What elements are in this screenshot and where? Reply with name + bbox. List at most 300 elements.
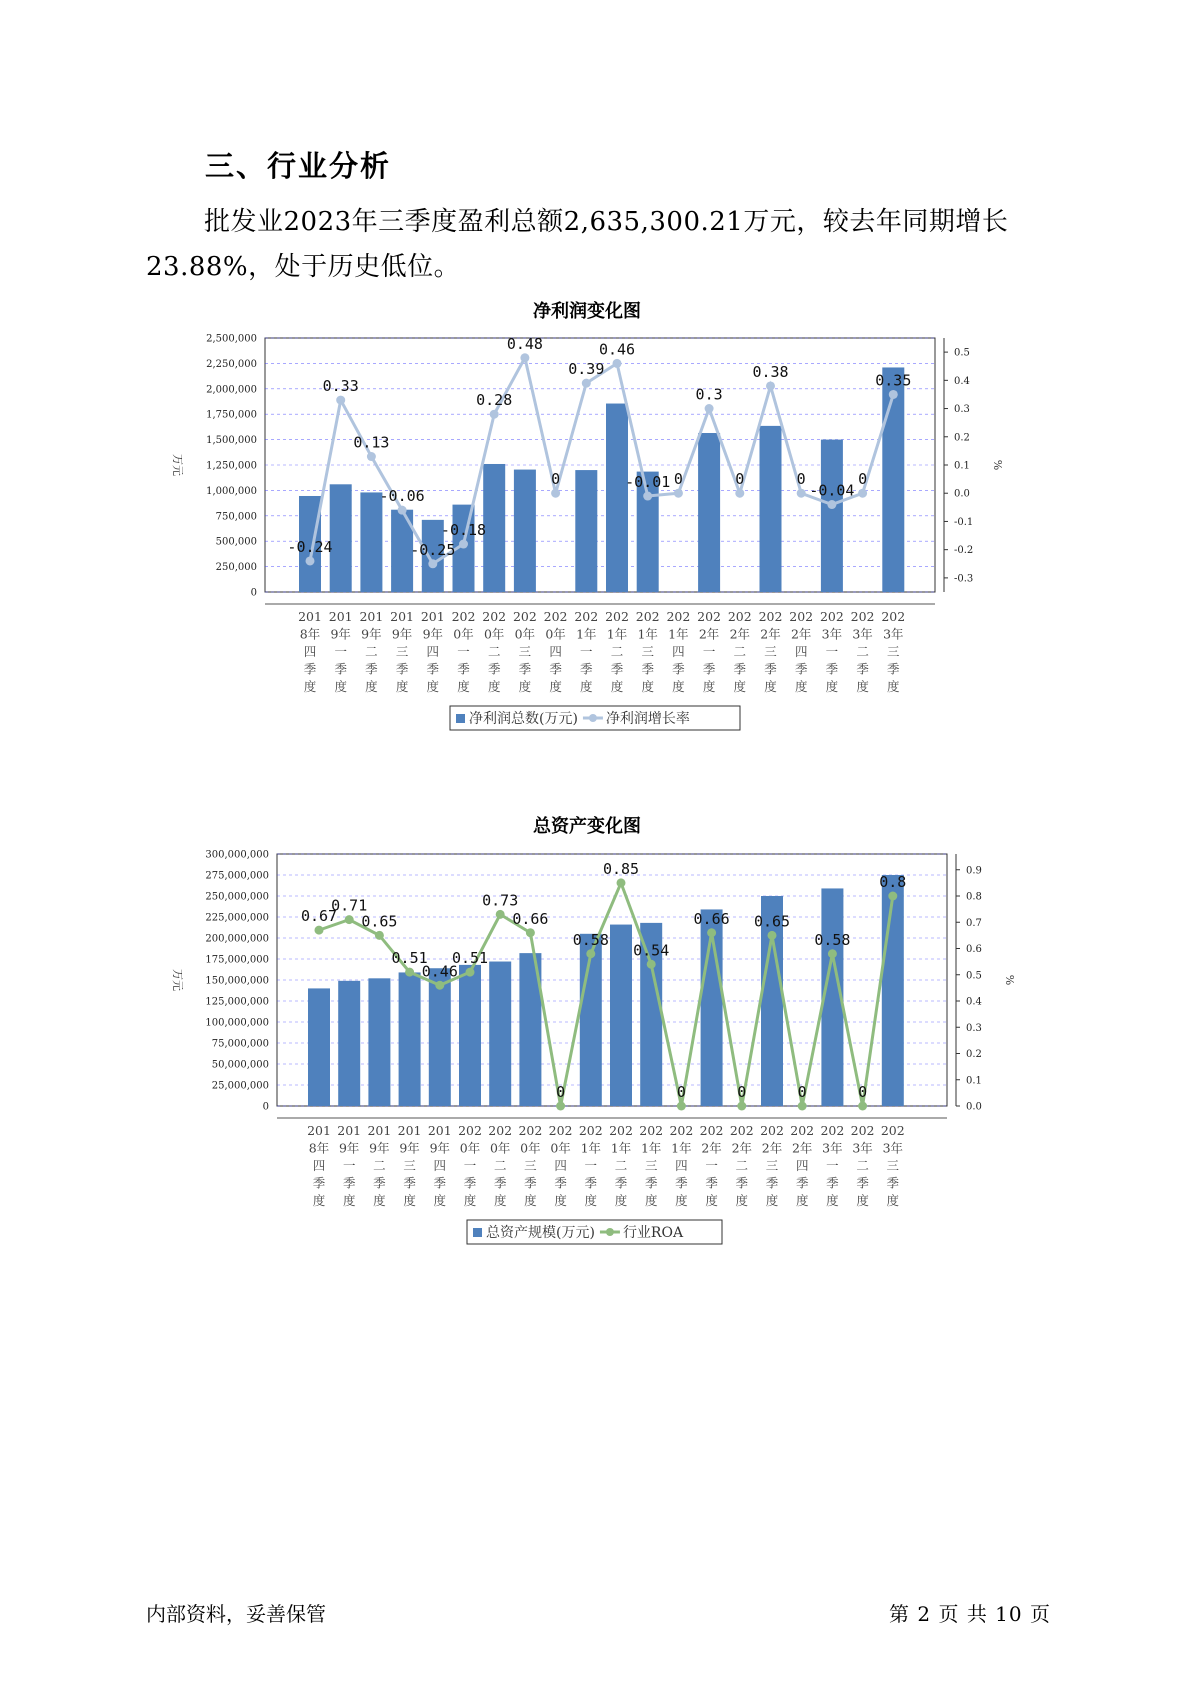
x-tick-label: 三 (518, 644, 532, 659)
y-tick-label: 75,000,000 (211, 1038, 269, 1050)
x-tick-label: 1年 (637, 626, 658, 642)
x-tick-label: 3年 (882, 1140, 904, 1156)
x-tick-label: 3年 (852, 626, 873, 642)
line-point (428, 559, 437, 568)
y2-tick-label: 0.2 (954, 432, 970, 444)
x-tick-label: 四 (303, 644, 317, 659)
x-tick-label: 度 (735, 1193, 749, 1208)
x-tick-label: 202 (518, 1123, 543, 1138)
x-tick-label: 季 (675, 1175, 688, 1191)
legend-line-marker (606, 1228, 614, 1236)
x-tick-label: 度 (457, 679, 470, 694)
x-tick-label: 度 (426, 679, 440, 694)
x-tick-label: 季 (644, 1175, 658, 1191)
data-label: 0.35 (875, 371, 912, 390)
x-tick-label: 度 (825, 679, 839, 694)
x-tick-label: 二 (487, 644, 501, 659)
x-tick-label: 度 (614, 1193, 628, 1208)
x-tick-label: 四 (795, 1158, 809, 1173)
summary-paragraph: 批发业2023年三季度盈利总额2,635,300.21万元，较去年同期增长23.88%，处于历史低位。 (146, 207, 1009, 282)
y-tick-label: 2,500,000 (206, 333, 257, 345)
legend-line-label: 行业ROA (622, 1225, 684, 1241)
x-tick-label: 季 (764, 661, 777, 677)
x-tick-label: 9年 (391, 626, 413, 642)
x-tick-label: 度 (887, 679, 900, 694)
x-tick-label: 202 (574, 609, 599, 624)
data-label: 0.66 (693, 909, 730, 928)
data-label: 0 (551, 470, 561, 489)
bar (459, 965, 481, 1106)
data-label: 0.58 (572, 930, 609, 949)
line-point (888, 892, 897, 901)
x-tick-label: 201 (390, 609, 415, 624)
x-tick-label: 202 (850, 1123, 875, 1138)
x-tick-label: 三 (641, 644, 654, 659)
y-tick-label: 1,000,000 (206, 485, 257, 497)
line-point (526, 928, 535, 937)
line-point (735, 489, 744, 498)
x-tick-label: 季 (463, 1175, 477, 1191)
x-tick-label: 季 (856, 1175, 869, 1191)
x-tick-label: 2年 (701, 1140, 722, 1156)
legend-bar-swatch (456, 714, 465, 723)
x-tick-label: 季 (303, 661, 317, 677)
y2-tick-label: 0.0 (954, 488, 970, 500)
x-tick-label: 四 (675, 1158, 688, 1173)
x-tick-label: 二 (856, 644, 869, 659)
x-tick-label: 季 (614, 1175, 628, 1191)
x-tick-label: 季 (312, 1175, 326, 1191)
y-tick-label: 1,500,000 (206, 435, 257, 447)
line-point (828, 949, 837, 958)
x-tick-label: 度 (463, 1193, 477, 1208)
x-tick-label: 0年 (489, 1140, 511, 1156)
x-tick-label: 四 (794, 644, 808, 659)
x-tick-label: 202 (880, 1123, 905, 1138)
bar (514, 470, 536, 592)
data-label: -0.06 (379, 487, 425, 506)
x-tick-label: 一 (580, 644, 593, 659)
data-label: 0.51 (451, 949, 489, 968)
y-tick-label: 0 (250, 587, 257, 599)
x-tick-label: 9年 (429, 1140, 451, 1156)
data-label: -0.18 (440, 521, 487, 540)
x-tick-label: 三 (524, 1158, 537, 1173)
y2-tick-label: 0.2 (966, 1049, 982, 1060)
data-label: 0 (737, 1083, 747, 1101)
x-tick-label: 一 (457, 644, 470, 659)
x-tick-label: 0年 (459, 1140, 481, 1156)
x-tick-label: 度 (702, 679, 716, 694)
x-tick-label: 202 (543, 609, 568, 624)
total-assets-chart (160, 845, 1040, 1285)
x-tick-label: 度 (403, 1193, 416, 1208)
bar (760, 426, 782, 592)
x-tick-label: 202 (458, 1123, 482, 1138)
y2-tick-label: -0.2 (954, 545, 974, 557)
footer-confidential-note: 内部资料，妥善保管 (146, 1602, 326, 1626)
data-label: 0.71 (331, 896, 368, 915)
bar (308, 988, 330, 1106)
x-tick-label: 季 (373, 1175, 386, 1191)
line-point (858, 489, 867, 498)
x-tick-label: 度 (312, 1193, 326, 1208)
y2-tick-label: 0.6 (966, 944, 982, 955)
line-point (398, 506, 407, 515)
x-tick-label: 201 (420, 609, 445, 624)
x-tick-label: 四 (554, 1158, 567, 1173)
bar (338, 981, 360, 1106)
y-tick-label: 0 (262, 1101, 269, 1113)
x-tick-label: 0年 (483, 626, 505, 642)
data-label: 0.46 (598, 340, 636, 359)
x-tick-label: 1年 (606, 626, 628, 642)
x-tick-label: 202 (820, 1123, 845, 1138)
x-tick-label: 201 (367, 1123, 392, 1138)
x-tick-label: 四 (672, 644, 685, 659)
x-tick-label: 202 (850, 609, 875, 624)
x-tick-label: 季 (702, 661, 716, 677)
y2-tick-label: 0.4 (954, 375, 970, 387)
line-point (889, 390, 898, 399)
x-tick-label: 度 (826, 1193, 839, 1208)
x-tick-label: 1年 (580, 1140, 602, 1156)
x-tick-label: 0年 (520, 1140, 541, 1156)
x-tick-label: 8年 (299, 626, 321, 642)
x-tick-label: 3年 (852, 1140, 873, 1156)
line-point (459, 540, 468, 549)
y2-axis-unit: % (991, 459, 1004, 471)
x-tick-label: 四 (549, 644, 562, 659)
data-label: 0 (676, 1083, 686, 1101)
net-profit-chart (160, 330, 1040, 770)
y-tick-label: 250,000,000 (205, 891, 269, 903)
x-tick-label: 三 (403, 1158, 416, 1173)
x-tick-label: 2年 (698, 626, 720, 642)
data-label: 0.48 (506, 334, 543, 353)
x-tick-label: 202 (760, 1123, 784, 1138)
x-tick-label: 一 (463, 1158, 477, 1173)
x-tick-label: 季 (487, 661, 501, 677)
data-label: 0 (858, 470, 868, 489)
x-tick-label: 二 (735, 1158, 749, 1173)
x-tick-label: 三 (886, 1158, 900, 1173)
x-tick-label: 度 (303, 679, 317, 694)
x-tick-label: 季 (887, 661, 900, 677)
line-point (797, 489, 806, 498)
x-tick-label: 季 (342, 1175, 356, 1191)
y-tick-label: 125,000,000 (205, 996, 269, 1008)
data-label: 0.65 (361, 912, 398, 931)
y-tick-label: 175,000,000 (205, 954, 269, 966)
x-tick-label: 季 (493, 1175, 507, 1191)
line-point (306, 556, 315, 565)
line-point (551, 489, 560, 498)
data-label: 0.54 (633, 941, 670, 960)
line-point (827, 500, 836, 509)
legend-line-label: 净利润增长率 (605, 711, 690, 727)
x-tick-label: 201 (337, 1123, 362, 1138)
x-tick-label: 季 (826, 1175, 839, 1191)
x-tick-label: 202 (790, 1123, 815, 1138)
data-label: 0 (858, 1083, 868, 1101)
y-tick-label: 150,000,000 (205, 975, 269, 987)
y2-tick-label: 0.8 (966, 891, 982, 903)
line-point (737, 1102, 746, 1111)
data-label: 0.65 (753, 912, 791, 931)
x-tick-label: 202 (699, 1123, 724, 1138)
x-tick-label: 一 (826, 1158, 839, 1173)
x-tick-label: 0年 (514, 626, 536, 642)
x-tick-label: 季 (733, 661, 747, 677)
x-tick-label: 季 (426, 661, 440, 677)
x-tick-label: 度 (373, 1193, 386, 1208)
y2-tick-label: -0.3 (954, 573, 974, 585)
x-tick-label: 202 (635, 609, 660, 624)
x-tick-label: 度 (794, 679, 808, 694)
line-point (798, 1102, 807, 1111)
x-tick-label: 度 (549, 679, 562, 694)
x-tick-label: 202 (609, 1123, 633, 1138)
x-tick-label: 季 (524, 1175, 537, 1191)
legend-bar-label: 净利润总数(万元) (469, 711, 578, 727)
x-tick-label: 一 (342, 1158, 356, 1173)
x-tick-label: 二 (614, 1158, 628, 1173)
x-tick-label: 度 (644, 1193, 658, 1208)
bar (882, 875, 904, 1106)
x-tick-label: 二 (733, 644, 747, 659)
x-tick-label: 9年 (369, 1140, 390, 1156)
x-tick-label: 季 (795, 1175, 809, 1191)
y2-tick-label: 0.1 (966, 1075, 982, 1087)
x-tick-label: 度 (641, 679, 654, 694)
x-tick-label: 9年 (422, 626, 444, 642)
x-tick-label: 1年 (640, 1140, 662, 1156)
line-point (643, 492, 652, 501)
line-point (586, 949, 595, 958)
x-tick-label: 季 (334, 661, 347, 677)
x-tick-label: 202 (789, 609, 814, 624)
x-tick-label: 201 (298, 609, 322, 624)
x-tick-label: 202 (548, 1123, 573, 1138)
x-tick-label: 0年 (550, 1140, 571, 1156)
legend-line-marker (589, 714, 597, 722)
x-tick-label: 季 (856, 661, 869, 677)
x-tick-label: 季 (365, 661, 378, 677)
data-label: 0.66 (512, 909, 549, 928)
x-tick-label: 二 (856, 1158, 869, 1173)
x-tick-label: 季 (403, 1175, 416, 1191)
y-axis-unit: 万元 (171, 454, 184, 476)
x-tick-label: 202 (578, 1123, 603, 1138)
data-label: 0.28 (476, 391, 513, 410)
y2-tick-label: 0.4 (966, 996, 982, 1008)
x-tick-label: 三 (765, 1158, 779, 1173)
x-tick-label: 2年 (729, 626, 751, 642)
x-tick-label: 度 (580, 679, 593, 694)
x-tick-label: 1年 (576, 626, 597, 642)
data-label: 0 (735, 470, 745, 489)
x-tick-label: 度 (487, 679, 501, 694)
x-tick-label: 一 (334, 644, 347, 659)
x-tick-label: 2年 (790, 626, 812, 642)
line-point (647, 960, 656, 969)
x-tick-label: 2年 (760, 626, 781, 642)
line-point (858, 1102, 867, 1111)
x-tick-label: 202 (669, 1123, 694, 1138)
line-point (345, 915, 354, 924)
y-tick-label: 500,000 (215, 536, 257, 548)
data-label: -0.25 (410, 540, 456, 559)
data-label: 0.3 (695, 385, 723, 404)
x-tick-label: 0年 (453, 626, 474, 642)
x-tick-label: 度 (395, 679, 409, 694)
x-tick-label: 3年 (883, 626, 904, 642)
y-tick-label: 25,000,000 (211, 1080, 269, 1092)
line-point (707, 928, 716, 937)
y-tick-label: 1,250,000 (206, 460, 257, 472)
x-tick-label: 三 (764, 644, 777, 659)
x-tick-label: 202 (729, 1123, 754, 1138)
x-tick-label: 9年 (361, 626, 382, 642)
y-tick-label: 225,000,000 (205, 912, 269, 924)
bar (698, 433, 720, 592)
line-point (768, 931, 777, 940)
bar (360, 492, 382, 592)
x-tick-label: 季 (705, 1175, 718, 1191)
x-tick-label: 0年 (545, 626, 566, 642)
x-tick-label: 201 (359, 609, 384, 624)
y-tick-label: 2,250,000 (206, 358, 257, 370)
y2-tick-label: 0.3 (954, 404, 970, 416)
x-tick-label: 2年 (791, 1140, 813, 1156)
data-label: -0.24 (287, 537, 333, 556)
x-tick-label: 二 (373, 1158, 386, 1173)
x-tick-label: 度 (524, 1193, 537, 1208)
y-tick-label: 2,000,000 (206, 384, 257, 396)
y-tick-label: 300,000,000 (205, 849, 269, 861)
y-axis-unit: 万元 (171, 969, 184, 991)
x-tick-label: 一 (584, 1158, 598, 1173)
x-tick-label: 3年 (821, 626, 843, 642)
data-label: -0.01 (625, 473, 671, 492)
x-tick-label: 201 (307, 1123, 331, 1138)
x-tick-label: 9年 (338, 1140, 360, 1156)
bar (483, 464, 505, 592)
x-tick-label: 季 (825, 661, 839, 677)
line-point (466, 968, 475, 977)
data-label: 0.33 (322, 377, 359, 396)
x-tick-label: 202 (639, 1123, 664, 1138)
x-tick-label: 202 (482, 609, 507, 624)
x-tick-label: 季 (765, 1175, 779, 1191)
data-label: 0 (796, 470, 806, 489)
x-tick-label: 9年 (399, 1140, 420, 1156)
y2-tick-label: 0.0 (966, 1101, 982, 1113)
x-tick-label: 度 (518, 679, 532, 694)
x-tick-label: 2年 (731, 1140, 753, 1156)
x-tick-label: 度 (886, 1193, 900, 1208)
x-tick-label: 度 (493, 1193, 507, 1208)
x-tick-label: 季 (433, 1175, 447, 1191)
x-tick-label: 1年 (671, 1140, 692, 1156)
x-tick-label: 201 (328, 609, 353, 624)
line-point (490, 410, 499, 419)
y-tick-label: 1,750,000 (206, 409, 257, 421)
y2-tick-label: 0.9 (966, 865, 982, 877)
data-label: 0.39 (568, 360, 605, 379)
x-tick-label: 度 (365, 679, 378, 694)
x-tick-label: 202 (819, 609, 844, 624)
line-point (336, 396, 345, 405)
x-tick-label: 度 (342, 1193, 356, 1208)
x-tick-label: 一 (702, 644, 716, 659)
x-tick-label: 二 (610, 644, 624, 659)
bar (575, 470, 597, 592)
x-tick-label: 201 (397, 1123, 422, 1138)
x-tick-label: 度 (765, 1193, 779, 1208)
x-tick-label: 四 (433, 1158, 447, 1173)
chart-title-net-profit: 净利润变化图 (533, 301, 641, 322)
y2-tick-label: 0.3 (966, 1022, 982, 1034)
x-tick-label: 度 (334, 679, 347, 694)
x-tick-label: 9年 (330, 626, 351, 642)
data-label: 0.46 (421, 962, 458, 981)
x-tick-label: 季 (584, 1175, 598, 1191)
x-tick-label: 季 (735, 1175, 749, 1191)
x-tick-label: 202 (758, 609, 783, 624)
y-tick-label: 275,000,000 (205, 870, 269, 882)
bar (399, 972, 421, 1106)
line-point (375, 931, 384, 940)
x-tick-label: 1年 (668, 626, 689, 642)
line-point (520, 353, 529, 362)
y-tick-label: 250,000 (215, 562, 257, 574)
x-tick-label: 一 (705, 1158, 718, 1173)
x-tick-label: 三 (887, 644, 900, 659)
x-tick-label: 度 (764, 679, 777, 694)
x-tick-label: 季 (610, 661, 624, 677)
x-tick-label: 度 (733, 679, 747, 694)
x-tick-label: 度 (433, 1193, 447, 1208)
x-tick-label: 8年 (308, 1140, 330, 1156)
x-tick-label: 季 (554, 1175, 567, 1191)
bar (882, 367, 904, 592)
x-tick-label: 季 (457, 661, 470, 677)
y2-tick-label: 0.1 (954, 460, 970, 472)
y2-tick-label: 0.7 (966, 917, 982, 929)
x-tick-label: 二 (493, 1158, 507, 1173)
y2-tick-label: 0.5 (954, 347, 970, 359)
bar (821, 440, 843, 592)
x-tick-label: 202 (605, 609, 629, 624)
x-tick-label: 度 (554, 1193, 567, 1208)
y2-tick-label: -0.1 (954, 516, 974, 528)
y-tick-label: 50,000,000 (211, 1059, 269, 1071)
bar (368, 978, 390, 1106)
x-tick-label: 202 (666, 609, 691, 624)
y-tick-label: 100,000,000 (205, 1017, 269, 1029)
line-point (556, 1102, 565, 1111)
data-label: 0.38 (752, 362, 789, 381)
x-tick-label: 202 (512, 609, 537, 624)
x-tick-label: 季 (518, 661, 532, 677)
x-tick-label: 202 (697, 609, 722, 624)
line-point (617, 878, 626, 887)
line-point (496, 910, 505, 919)
x-tick-label: 度 (856, 1193, 869, 1208)
x-tick-label: 度 (610, 679, 624, 694)
